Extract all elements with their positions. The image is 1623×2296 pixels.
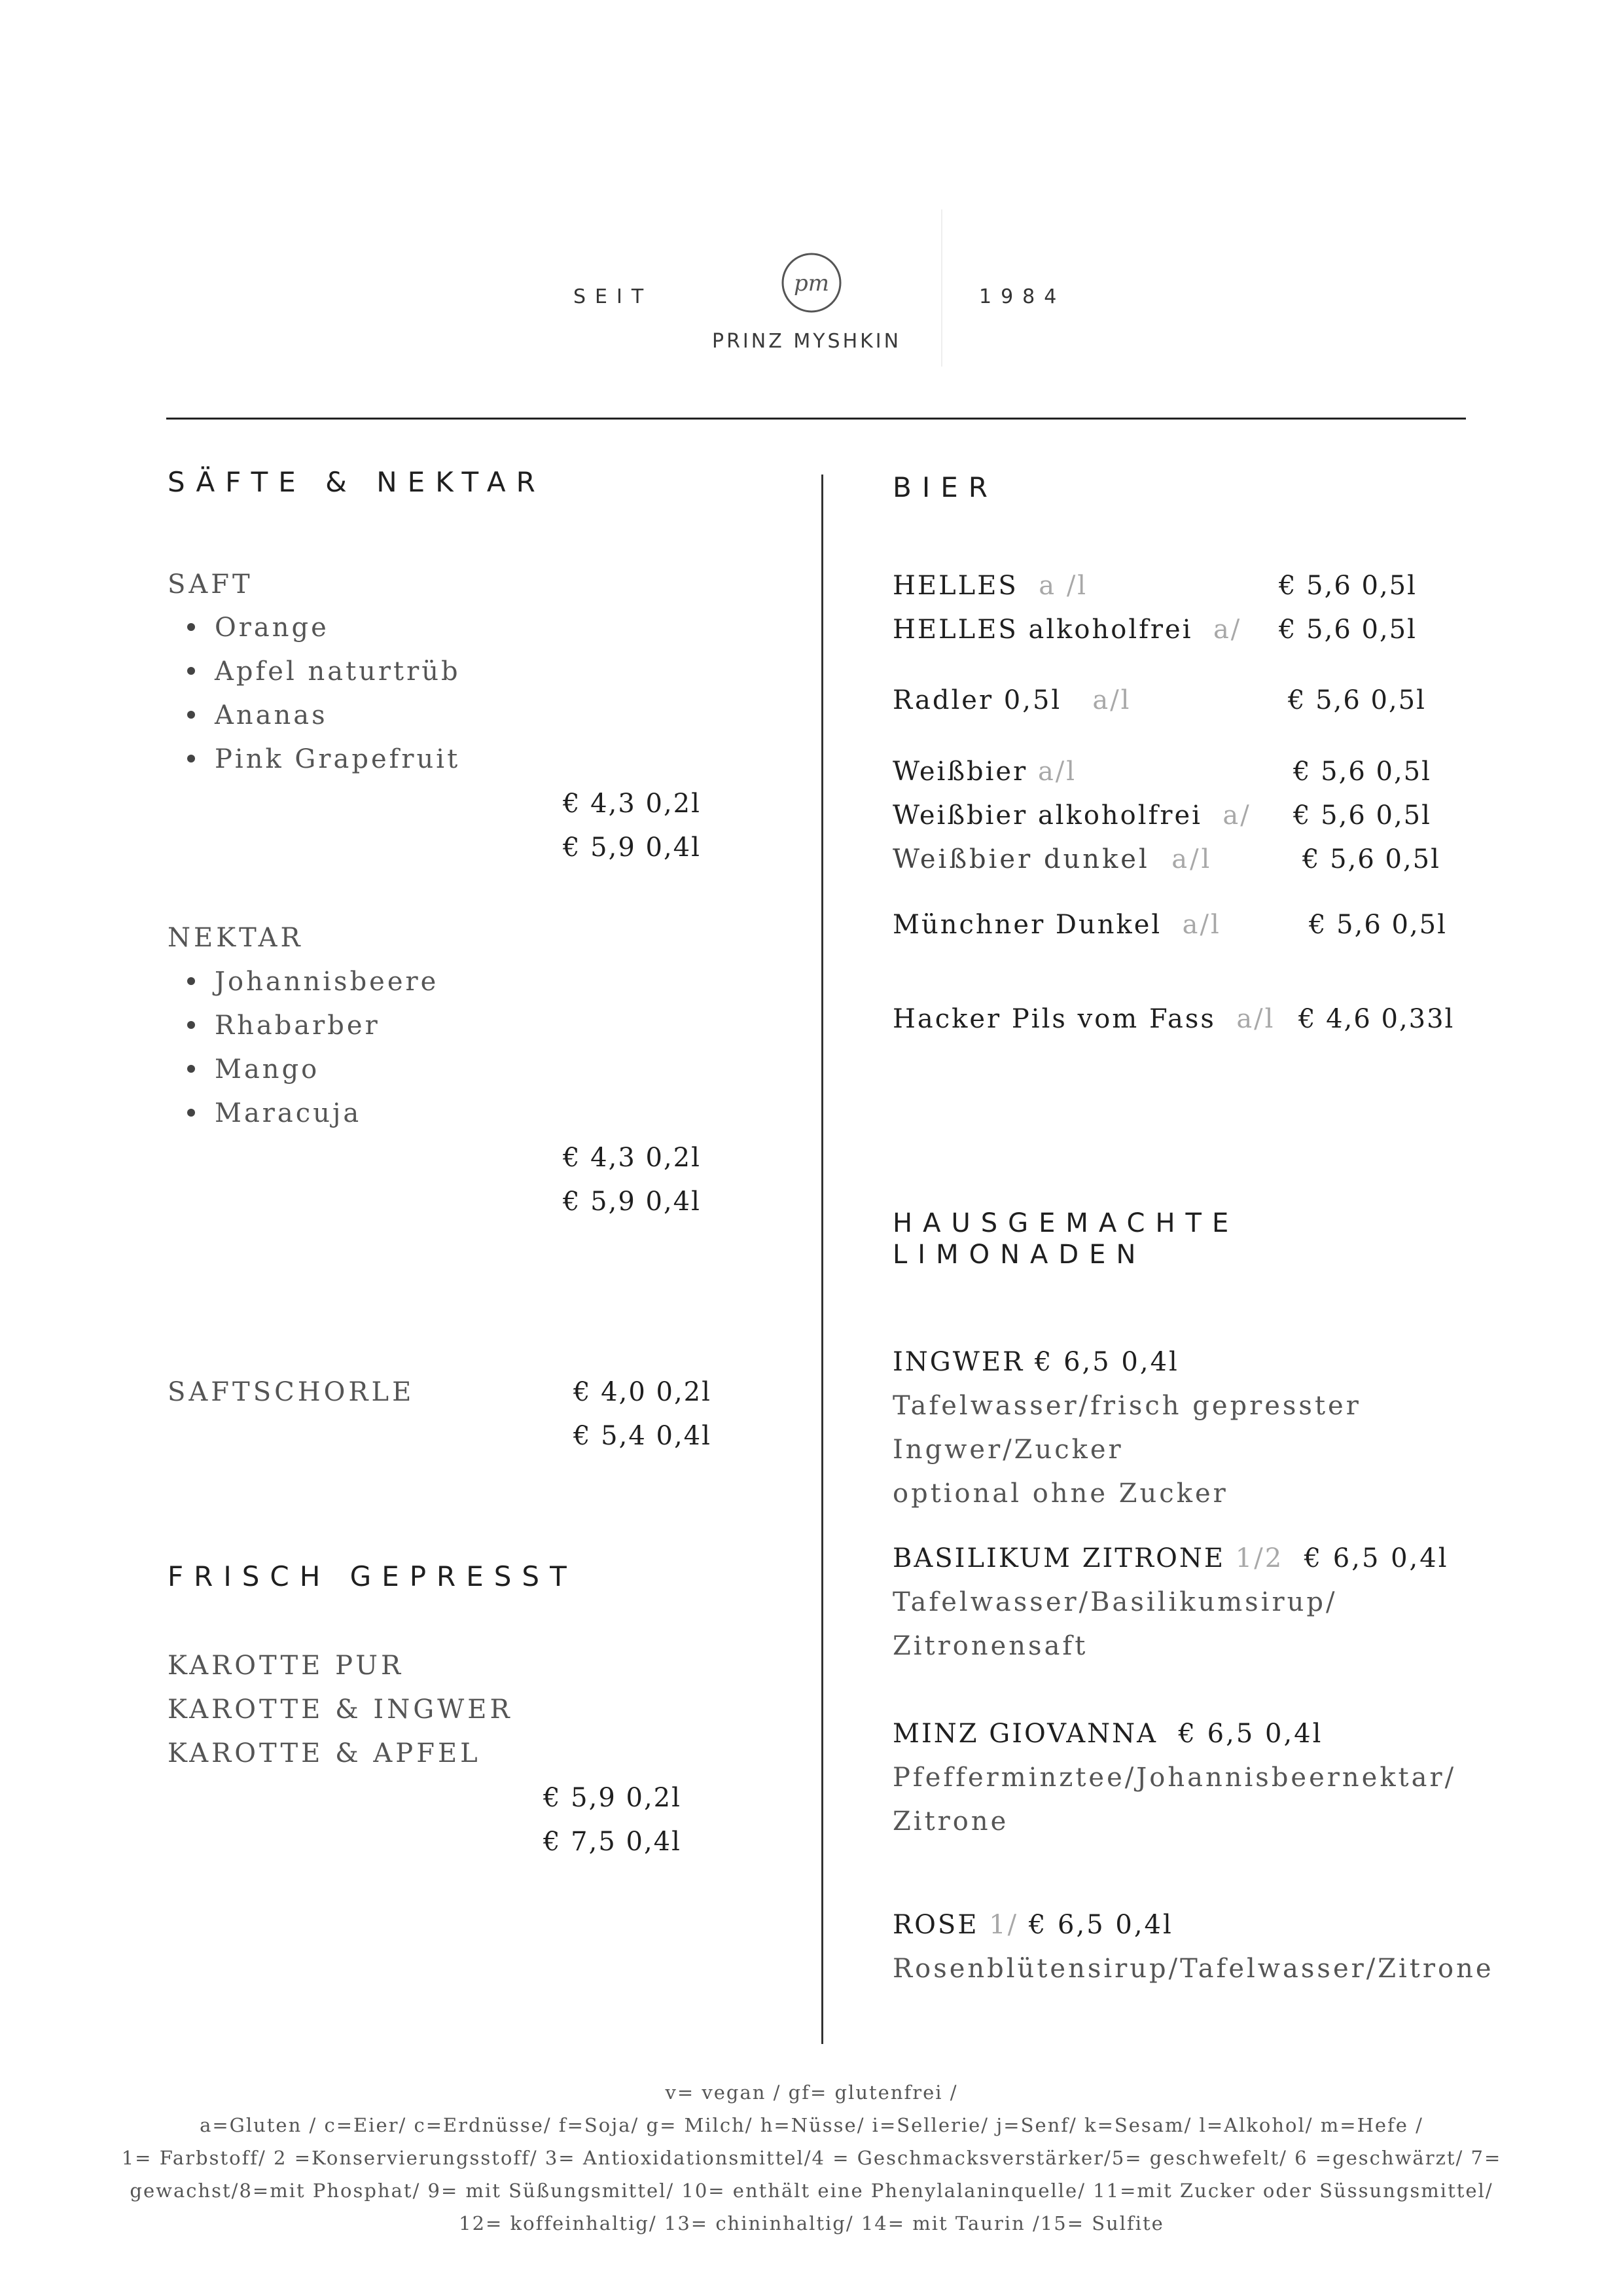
header-right-text: 1984 [979,285,1066,308]
beer-row: Weißbier alkoholfrei a/ [893,800,1251,831]
header-left-text: SEIT [573,285,653,308]
footer-legend-line: v= vegan / gf= glutenfrei / [665,2081,958,2104]
limo-row: MINZ GIOVANNA € 6,5 0,4l [893,1719,1323,1749]
price-frisch-small: € 5,9 0,2l [543,1783,681,1813]
footer-legend-line: a=Gluten / c=Eier/ c=Erdnüsse/ f=Soja/ g= Milch/ h=Nüsse/ i=Sellerie/ j=Senf/ k=Sesam/ l=Alkohol/ m=Hefe / [200,2114,1423,2136]
price-schorle-small: € 4,0 0,2l [573,1377,711,1407]
list-item: Orange [187,613,329,643]
limo-description: Tafelwasser/Basilikumsirup/ [893,1587,1338,1617]
list-item: Johannisbeere [187,967,438,997]
limo-row: ROSE 1/ € 6,5 0,4l [893,1910,1173,1940]
list-item: Rhabarber [187,1011,380,1041]
beer-price: € 4,6 0,33l [1298,1004,1455,1034]
limo-description: Tafelwasser/frisch gepresster [893,1391,1361,1421]
price-nektar-large: € 5,9 0,4l [563,1187,701,1217]
limo-description: Ingwer/Zucker [893,1435,1124,1465]
beer-price: € 5,6 0,5l [1293,757,1431,787]
list-item: Mango [187,1054,319,1085]
section-title-limonaden-2: LIMONADEN [893,1240,1147,1270]
subsection-saft: SAFT [168,569,253,600]
price-frisch-large: € 7,5 0,4l [543,1827,681,1857]
limo-description: Zitronensaft [893,1631,1088,1661]
limo-description: Pfefferminztee/Johannisbeernektar/ [893,1763,1457,1793]
footer-legend-line: gewachst/8=mit Phosphat/ 9= mit Süßungsmittel/ 10= enthält eine Phenylalaninquelle/ 11=mit Zucker oder Süssungsmittel/ [130,2179,1493,2202]
list-item: KAROTTE & APFEL [168,1738,481,1768]
price-saft-large: € 5,9 0,4l [563,833,701,863]
list-item: KAROTTE PUR [168,1651,404,1681]
limo-row: BASILIKUM ZITRONE 1/2 € 6,5 0,4l [893,1543,1449,1573]
limo-row: INGWER € 6,5 0,4l [893,1347,1179,1377]
beer-row: Weißbier dunkel a/l [893,844,1213,874]
list-item: KAROTTE & INGWER [168,1695,513,1725]
beer-row: HELLES a /l [893,571,1088,601]
list-item: Maracuja [187,1098,361,1128]
limo-description: optional ohne Zucker [893,1479,1228,1509]
header-divider [941,209,942,367]
beer-row: Hacker Pils vom Fass a/l [893,1004,1275,1034]
price-schorle-large: € 5,4 0,4l [573,1421,711,1451]
list-item: Apfel naturtrüb [187,656,461,687]
beer-price: € 5,6 0,5l [1279,615,1417,645]
section-title-saefte: SÄFTE & NEKTAR [168,466,546,498]
price-nektar-small: € 4,3 0,2l [563,1143,701,1173]
beer-price: € 5,6 0,5l [1279,571,1417,601]
subsection-nektar: NEKTAR [168,923,304,953]
beer-price: € 5,6 0,5l [1293,800,1431,831]
beer-price: € 5,6 0,5l [1309,910,1447,940]
footer-legend-line: 12= koffeinhaltig/ 13= chininhaltig/ 14= mit Taurin /15= Sulfite [459,2212,1164,2234]
beer-row: Radler 0,5l a/l [893,685,1132,715]
column-divider [821,475,823,2044]
logo-icon [779,250,844,315]
limo-description: Rosenblütensirup/Tafelwasser/Zitrone [893,1954,1494,1984]
brand-name: PRINZ MYSHKIN [712,330,902,353]
header-rule [166,418,1466,420]
section-title-limonaden-1: HAUSGEMACHTE [893,1208,1240,1238]
limo-description: Zitrone [893,1806,1009,1837]
subsection-saftschorle: SAFTSCHORLE [168,1377,415,1407]
beer-row: HELLES alkoholfrei a/ [893,615,1242,645]
beer-price: € 5,6 0,5l [1288,685,1426,715]
footer-legend-line: 1= Farbstoff/ 2 =Konservierungsstoff/ 3= Antioxidationsmittel/4 = Geschmacksverstärker/5= geschwefelt/ 6 =geschwärzt/ 7= [121,2147,1502,2169]
beer-row: Weißbier a/l [893,757,1077,787]
list-item: Ananas [187,700,328,730]
list-item: Pink Grapefruit [187,744,460,774]
svg-text:pm: pm [793,270,830,296]
beer-price: € 5,6 0,5l [1302,844,1440,874]
beer-row: Münchner Dunkel a/l [893,910,1221,940]
price-saft-small: € 4,3 0,2l [563,789,701,819]
section-title-bier: BIER [893,471,998,503]
section-title-frisch: FRISCH GEPRESST [168,1560,577,1592]
